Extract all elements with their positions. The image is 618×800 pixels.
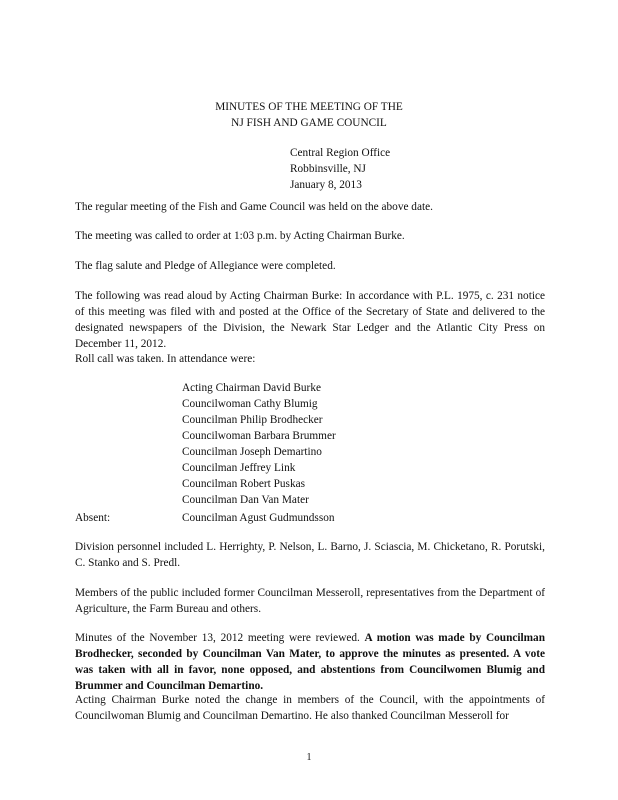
attendee: Councilman Philip Brodhecker <box>182 414 323 426</box>
attendee: Councilwoman Barbara Brummer <box>182 430 336 442</box>
paragraph-roll-call: Roll call was taken. In attendance were: <box>75 353 256 365</box>
attendee: Councilman Jeffrey Link <box>182 462 296 474</box>
paragraph-public-notice: The following was read aloud by Acting Chairman Burke: In accordance with P.L. 1975, c. 231 notice of this meeting was filed with and posted at the Office of the Secretary of State and delivered to the designated newspapers of the Division, the Newark Star Ledger and the Atlantic City Press on December 11, 2012. <box>75 290 545 350</box>
paragraph-called-to-order: The meeting was called to order at 1:03 p.m. by Acting Chairman Burke. <box>75 230 405 242</box>
page-number: 1 <box>306 752 312 763</box>
attendee: Councilwoman Cathy Blumig <box>182 398 318 410</box>
location-city: Robbinsville, NJ <box>290 163 366 175</box>
paragraph-division-personnel: Division personnel included L. Herrighty, P. Nelson, L. Barno, J. Sciascia, M. Chicketano, R. Porutski, C. Stanko and S. Predl. <box>75 541 545 569</box>
paragraph-regular-meeting: The regular meeting of the Fish and Game Council was held on the above date. <box>75 201 433 213</box>
location-office: Central Region Office <box>290 147 391 159</box>
motion-text: A motion was made by Councilman Brodhecker, seconded by Councilman Van Mater, to approve the minutes as presented. A vote was taken with all in favor, none opposed, and abstentions from Councilwomen Blumig and Brummer and Councilman Demartino. <box>75 632 545 692</box>
absent-label: Absent: <box>75 512 111 524</box>
attendee: Councilman Joseph Demartino <box>182 446 322 458</box>
attendee: Councilman Dan Van Mater <box>182 494 309 506</box>
attendee: Councilman Robert Puskas <box>182 478 306 490</box>
attendance-list <box>182 380 336 508</box>
paragraph-council-change: Acting Chairman Burke noted the change in members of the Council, with the appointments of Councilwoman Blumig and Councilman Demartino. He also thanked Councilman Messeroll for <box>75 694 545 722</box>
meeting-date: January 8, 2013 <box>290 179 362 191</box>
minutes-review-text: Minutes of the November 13, 2012 meeting were reviewed. <box>75 632 365 644</box>
title-line-2: NJ FISH AND GAME COUNCIL <box>231 117 387 129</box>
title-line-1: MINUTES OF THE MEETING OF THE <box>215 101 403 113</box>
absent-member: Councilman Agust Gudmundsson <box>182 512 335 524</box>
attendee: Acting Chairman David Burke <box>182 382 321 394</box>
paragraph-minutes-approval <box>75 630 545 694</box>
paragraph-members-of-public: Members of the public included former Councilman Messeroll, representatives from the Department of Agriculture, the Farm Bureau and others. <box>75 587 545 615</box>
paragraph-flag-salute: The flag salute and Pledge of Allegiance were completed. <box>75 260 336 272</box>
